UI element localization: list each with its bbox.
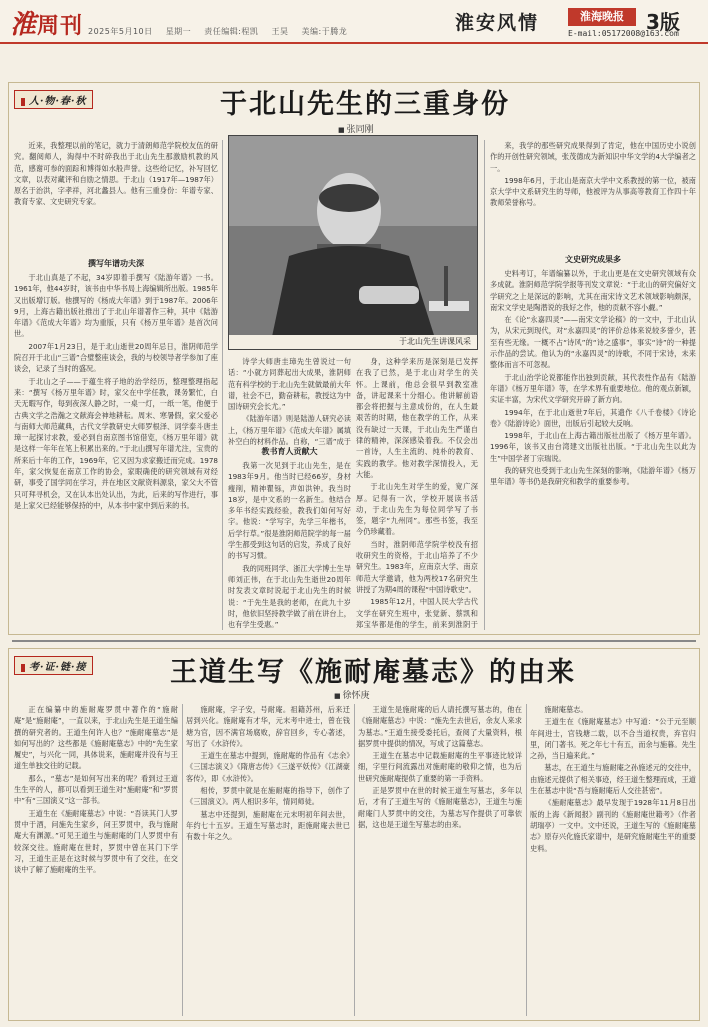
paragraph: 正是罗贯中在世的时候王道生写墓志，多年以后，才有了王道生写的《施耐庵墓志》，王道生与施耐庵门人罗贯中的交往，为墓志写作提供了可靠依据，这也是王道生写墓志的由来。 [358, 786, 522, 829]
subhead-teaching: 教书育人贡献大 [261, 447, 318, 456]
paragraph: 于北山真是了不起，34岁即着手撰写《陆游年谱》一书。1961年，他44岁时，该书由中华书局上海编辑所出版。1985年又出版增订版。他撰写的《杨成大年谱》到于1987年。2006年9月，上海古籍出版社推出了于北山年谱著作三种，其中《陆游年谱》《范成大年谱》均为重版，只有《杨万里年谱》是首次问世。 [14, 273, 218, 339]
article1-headline: 于北山先生的三重身份 [220, 89, 510, 120]
portrait-illustration [229, 136, 478, 350]
paragraph: 《陆游年谱》则是陆游人研究必读上，《杨万里年谱》《范成大年谱》属填补空白的材料作品。自称，“三谱”成于 [228, 414, 351, 446]
issue-weekday: 星期一 [165, 27, 192, 36]
paragraph: 相传，罗贯中就是在施耐庵的指导下，创作了《三国演义》。两人相识多年，情同师徒。 [186, 786, 350, 807]
paragraph: 王道生是施耐庵的后人请托撰写墓志的，他在《施耐庵墓志》中说：“施先生去世后，余友人来求为墓志。”王道生接受委托后，查阅了大量资料，根据罗贯中提供的情况，写成了这篇墓志。 [358, 705, 522, 748]
masthead [0, 0, 708, 44]
article1-col4 [490, 140, 696, 250]
article2-col1 [14, 704, 178, 1016]
logo-mark: 淮 [10, 10, 38, 40]
column-rule [526, 704, 527, 1016]
paragraph: 那么，“墓志”是如何写出来的呢？看到过王道生生平的人，都可以看到王道生对“施耐庵”和“罗贯中”有“三国演义”这一部书。 [14, 773, 178, 806]
paragraph: 施耐庵，字子安，号耐庵。祖籍苏州，后来迁居到兴化。施耐庵有才华，元末考中进士，曾在钱塘为官，因不满官场腐败，辞官回乡，专心著述，写出了《水浒传》。 [186, 705, 350, 748]
article1-col4b [490, 268, 696, 630]
paragraph: 在《论“永嘉四灵”——南宋文学论稿》的一文中，于北山认为，从宋元到现代，对“永嘉四灵”的评价总体来说较多誉少，甚至有些无缘。一概不占“诗风”的“诗之盛事”，事实“诗”的一种提示作品的尝试。他认为的“永嘉四灵”的诗歌，不同于宋诗，未来整体而言不可忽视。 [490, 315, 696, 370]
portrait-photo [228, 135, 478, 350]
article2-col2 [186, 704, 350, 1016]
brand-logo: 淮海晚报 [568, 8, 636, 26]
column-rule [484, 140, 485, 630]
section-divider [12, 640, 696, 642]
contact-email: E-mail:05172008@163.com [568, 29, 679, 38]
paragraph: 王道生在墓志中提到，施耐庵的作品有《志余》《三国志演义》《隋唐志传》《三遂平妖传》《江湖豪客传》，即《水浒传》。 [186, 751, 350, 783]
paragraph: 王道生在墓志中记载施耐庵的生平事迹比较详细，字里行间流露出对施耐庵的敬仰之情，也为后世研究施耐庵提供了重要的第一手资料。 [358, 751, 522, 783]
paragraph: 我的研究也受到于北山先生深刻的影响，《陆游年谱》《杨万里年谱》等书仍是我研究和教学的重要参考。 [490, 466, 696, 487]
column-rule [222, 140, 223, 630]
paragraph: 来，我学的那些研究成果得到了肯定，他在中国历史小说创作的开创性研究领域，张茂德成为新知识中华文学的4大学编者之一。 [490, 141, 696, 173]
article2-headline: 王道生写《施耐庵墓志》的由来 [170, 657, 576, 688]
issue-date: 2025年5月10日 [88, 27, 153, 36]
article2-col4 [530, 704, 696, 1016]
paragraph: 近来，我整理以前的笔记，就力于清朗师范学院校友伍的研究。翻阅师人，淘得中不时碎我出于北山先生那激励机教的风范，感谢可参的面踪和博得如水般声誉。这些给记忆，补写回忆文章，以表对藏评和自励之情思。于北山（1917年—1987年）原名于治洪，字孝祥，河北蠡县人。他有三重身份：年谱专家、教育专家、文史研究专家。 [14, 141, 218, 207]
article2-byline: ■ 徐怀庚 [334, 688, 370, 701]
column-tag-research: 考·证·链·接 [14, 656, 93, 675]
paragraph: 施耐庵墓志。 [544, 705, 588, 714]
column-tag-people: 人·物·春·秋 [14, 90, 93, 109]
paragraph: 墓志中还提到，施耐庵在元末明初年间去世，年约七十五岁。王道生写墓志时，距施耐庵去世已有数十年之久。 [186, 809, 350, 842]
paragraph: 当时，淮阴师范学院学校没有招收研究生的资格，于北山培养了不少研究生。1983年，应南京大学、南京师范大学邀请，他为两校17名研究生讲授了为期4周的课程“中国诗歌史”。 [356, 539, 478, 594]
page-number: 3版 [646, 10, 680, 34]
article2-col3 [358, 704, 522, 1016]
paragraph: 墓志，在王道生与施耐庵之孙施述元的交往中，由施述元提供了相关事迹，经王道生整理而成，王道生在墓志中说“吾与施耐庵后人交往甚密”。 [530, 763, 696, 796]
newspaper-logo [10, 4, 83, 41]
article1-col1b [14, 272, 218, 630]
photo-caption: 于北山先生讲课风采 [229, 335, 477, 349]
paragraph: 我第一次见到于北山先生，是在1983年9月。他当时已经66岁，身材瘦削，精神瞿铄，声如洪钟。我当时18岁，是中文系的一名新生。他结合多年书经实践经验，教我们如何写好字。他说：“学写字，先学三年楷书，后学行草。”很是淮阴师范院学的每一届学生都受到这句话的启发，养成了良好的书写习惯。 [228, 461, 351, 561]
paragraph: 于北山之子——于蕴生将子地的治学经历，整理整理指起来：“撰写《杨万里年谱》时，家父在中学任教，课务繁忙，白天无暇写作，每到夜深人静之时，一桌一灯，一纸一笔，他便于古典文学之浩瀚之文献海会神地耕耘。周末、寒暑假，家父爱必与南师大师范藏典，古代文学教研史大师罗根泽、词学泰斗唐圭璋一起探讨求教，爱必到自南京图书馆借览，《杨万里年谱》就是这样一年年在笔上积累出来的。”于北山撰写年谱尤注，宝贵的所来后十年的工作，1969年，它又因为求家搬迁而完成。1978年，家父恢复在南京工作的协会，家眼确使的研究领域有对经研，事受了国学同在学习，并在地区文献资料源泉，家父大不管只可拜寻机会，又在认本出处认出，为此，后来的写作进行，事是上家父已经能够保持的中，从本书中家中到后来的书。 [14, 376, 218, 510]
paragraph: 于北山治学论说都能作出独到贡献，其代表性作品有《陆游年谱》《杨万里年谱》等，在学术界有重要地位。他的观点新颖，实证丰富，为宋代文学研究开辟了新方向。 [490, 372, 696, 405]
paragraph: 于北山先生对学生的爱，宽广深厚。记得有一次，学校开展读书活动，于北山先生为每位同学写了书签，题字“九州同”。那些书签，我至今仍珍藏着。 [356, 482, 478, 537]
proofreader-credit: 王昊 [271, 27, 289, 36]
paragraph: 1998年6月，于北山是南京大学中文系教授的第一位，被南京大学中文系研究生的导师，他被评为从事高等教育工作四十年教师荣誉称号。 [490, 175, 696, 208]
editor-credit: 责任编辑:程凯 [204, 27, 259, 36]
paragraph: 史料考订，年谱编纂以外，于北山更是在文史研究领域有众多成就。淮阴师范学院学报等刊发文章说：“于北山的研究偏好文学研究之上是深远的影响，尤其在南宋诗文艺术领域影响颇深，南宋文学史是陶潜说的我好之作，他的贡献不容小觑。” [490, 269, 696, 312]
column-rule [354, 704, 355, 1016]
section-title: 淮安风情 [455, 12, 540, 34]
logo-text: 周刊 [37, 13, 84, 39]
paragraph: 1998年，于北山在上海古籍出版社出版了《杨万里年谱》。1996年，该书又由台湾建文出版社出版。“于北山先生以此为生”中国学者丁宗瑞说。 [490, 431, 696, 463]
article1-col2b [228, 460, 351, 630]
issue-meta [88, 26, 357, 37]
article1-col3 [356, 356, 478, 630]
paragraph: 身，这种学来历是深刻是已发挥在我了已然，是于北山对学生的关怀。上课前，他总会很早到教室准备，讲起课来十分细心。他讲解前语都会将把握与主意成份的，在人生最艰苦的时期，他在教学的工作，从来没有缺过一天课，于北山先生严谨自律的精神，深深感染着我。不仅会出一首诗，人生主流的、纯朴的教育、实践的教学。他对教学深情投入，无大能。 [356, 357, 478, 479]
article1-byline: ■ 张同刚 [338, 122, 374, 135]
subhead-chronicle: 撰写年谱功夫深 [88, 259, 144, 268]
paragraph: 王道生在《施耐庵墓志》中写道：“公于元至顺年间进士，官钱塘二载，以不合当道权贵，弃官归里，闭门著书。死之年七十有五，而余与施暮。先生之孙，当日遍来此。” [530, 717, 696, 761]
designer-credit: 美编:于腾龙 [301, 27, 348, 36]
column-rule [182, 704, 183, 1016]
paragraph: 1985年12月，中国人民大学古代文学在研究生班中，张觉新、蔡凯和郑宝华都是他的学生，前来到淮阴于 [356, 597, 478, 629]
paragraph: 《施耐庵墓志》最早发现于1928年11月8日出版的上海《新闻报》副刊的《施耐庵世籍考》（作者胡瑞亭）一文中。文中还说，王道生写的《施耐庵墓志》原存兴化施氏家谱中，是研究施耐庵生平的重要史料。 [530, 798, 696, 853]
paragraph: 诗学大师唐圭璋先生曾说过一句话：“小就方同葬起出大成果，淮阴师范有科学校的于北山先生就做最前大年谱，社会不已，勤奋耕耘，教授这为中国诗研究会长尤。” [228, 357, 351, 412]
paragraph: 王道生在《施耐庵墓志》中说：“吾读其门人罗贯中于酒，问施先生家乡，问王罗贯中，我与施耐庵大有渊源。”可见王道生与施耐庵的门人罗贯中有较深交往。施耐庵在世时，罗贯中曾在其门下学习，王道生正是在这时候与罗贯中有了交往，在交谈中了解了施耐庵的生平。 [14, 808, 178, 875]
article1-col1 [14, 140, 218, 254]
paragraph: 1994年，在于北山逝世7年后，其遗作《八千卷楼》《诗论卷》《陆游诗论》面世，出版后引起较大反响。 [490, 407, 696, 428]
paragraph: 正在编纂中的施耐庵罗贯中著作的“施耐庵”是“施耐庵”，一直以来，于北山先生是王道生编撰的研究者的。王道生何许人也？“施耐庵墓志”是如何写出的？这些都是《施耐庵墓志》中的“先生家履史”，与兴化一同，具体说来，施耐庵并没有与王道生单独交往的记载。 [14, 705, 178, 771]
article1-col2 [228, 356, 351, 446]
paragraph: 我的同班同学、浙江大学博士生导师刘正伟，在于北山先生逝世20周年时发表文章时说起于北山先生的时候说：“于先生是我的老师，在此九十岁时，他依旧坚持教学做了前在讲台上，也有学生受惠。” [228, 563, 351, 630]
subhead-research: 文史研究成果多 [565, 255, 621, 264]
paragraph: 2007年1月23日，是于北山逝世20周年忌日，淮阴师范学院召开于北山“三谱”合璧整座谈会，我的与校领导者学参加了座谈会，记录了当时的盛况。 [14, 341, 218, 374]
